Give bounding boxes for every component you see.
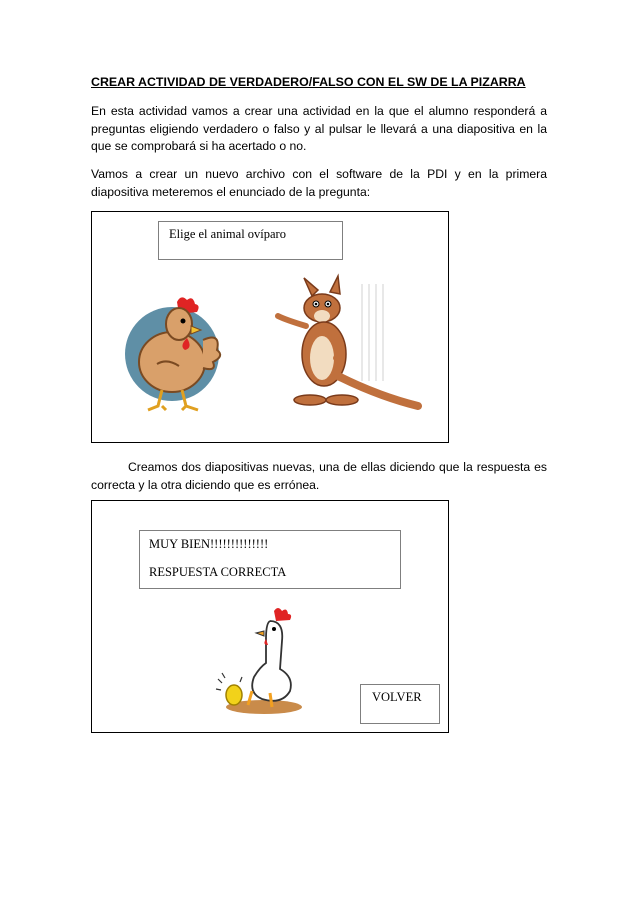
kangaroo-image[interactable] <box>272 276 422 416</box>
question-text: Elige el animal ovíparo <box>169 227 286 241</box>
rooster-image[interactable] <box>117 294 227 424</box>
intro-paragraph: En esta actividad vamos a crear una actividad en la que el alumno responderá a preguntas eligiendo verdadero o falso y al pulsar le llevará a una diapositiva en la que se comprobará si ha acertado o no. <box>91 104 547 153</box>
correct-answer-slide <box>91 500 449 733</box>
slides-description-paragraph: Creamos dos diapositivas nuevas, una de ellas diciendo que la respuesta es correcta y la otra diciendo que es errónea. <box>91 460 547 492</box>
correct-message-line-2: RESPUESTA CORRECTA <box>149 565 287 579</box>
document-title: CREAR ACTIVIDAD DE VERDADERO/FALSO CON EL SW DE LA PIZARRA <box>91 75 526 89</box>
volver-button[interactable] <box>360 684 440 724</box>
question-textbox <box>158 221 343 260</box>
volver-label: VOLVER <box>372 690 422 704</box>
correct-message-textbox <box>139 530 401 589</box>
correct-message-line-1: MUY BIEN!!!!!!!!!!!!!! <box>149 537 269 551</box>
hen-egg-image <box>212 607 312 717</box>
instructions-paragraph: Vamos a crear un nuevo archivo con el software de la PDI y en la primera diapositiva meteremos el enunciado de la pregunta: <box>91 167 547 199</box>
question-slide <box>91 211 449 443</box>
